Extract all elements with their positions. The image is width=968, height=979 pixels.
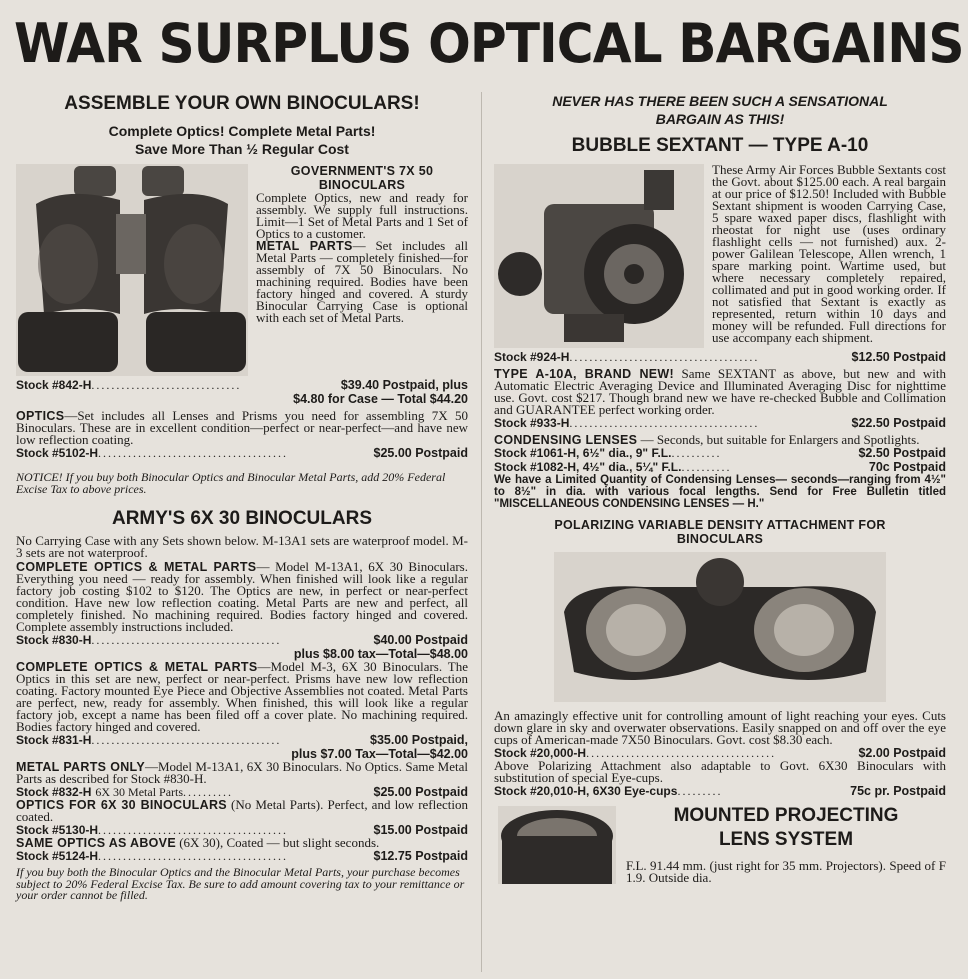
optics-6x30-heading: OPTICS FOR 6X 30 BINOCULARS — [16, 798, 227, 812]
stock-5124-row: Stock #5124-H ...................................... $12.75 Postpaid — [16, 849, 468, 863]
stock-830-total: plus $8.00 tax—Total—$48.00 — [293, 647, 468, 661]
stock-924-price: $12.50 Postpaid — [851, 350, 946, 364]
stock-842-row: Stock #842-H .............................. $39.40 Postpaid, plus — [16, 378, 468, 392]
army-title: ARMY'S 6X 30 BINOCULARS — [111, 508, 372, 529]
metal-parts-heading: METAL PARTS — [256, 239, 353, 253]
stock-5102-label: Stock #5102-H — [16, 446, 99, 460]
stock-933-row: Stock #933-H ...................................... $22.50 Postpaid — [494, 416, 946, 430]
stock-1061-row: Stock #1061-H, 6½" dia., 9" F.L. .......... $2.50 Postpaid — [494, 446, 946, 460]
stock-831-row: Stock #831-H ...................................... $35.00 Postpaid, — [16, 733, 468, 747]
stock-832-price: $25.00 Postpaid — [373, 785, 468, 799]
stock-5130-price: $15.00 Postpaid — [373, 823, 468, 837]
sextant-image — [494, 164, 704, 348]
column-divider — [481, 92, 482, 972]
a10a-heading: TYPE A-10A, BRAND NEW! — [494, 367, 674, 381]
polarizing-attachment-image — [554, 552, 886, 702]
metal-only-heading: METAL PARTS ONLY — [16, 760, 145, 774]
optics-body: —Set includes all Lenses and Prisms you need for assembling 7X 50 Binoculars. These are in excellent condition—perfect or near-perfect—and have new low reflection coating. — [16, 408, 468, 447]
metal-parts-body: — Set includes all Metal Parts — completely finished—for assembly of 7X 50 Binoculars. No machining required. Bodies have been factory hinged and covered. A sturdy Binocular Carrying Case is optional with each set of Metal Parts. — [256, 238, 468, 325]
stock-1082-price: 70c Postpaid — [868, 460, 946, 474]
stock-20000-row: Stock #20,000-H ...................................... $2.00 Postpaid — [494, 746, 946, 760]
stock-830-row: Stock #830-H ...................................... $40.00 Postpaid — [16, 633, 468, 647]
stock-924-label: Stock #924-H — [494, 350, 570, 364]
stock-5102-price: $25.00 Postpaid — [373, 446, 468, 460]
assemble-subtitle-1: Complete Optics! Complete Metal Parts! — [108, 123, 376, 139]
kicker-2: BARGAIN AS THIS! — [655, 111, 785, 127]
complete-m13-body: — Model M-13A1, 6X 30 Binoculars. Everything you need — ready for assembly. When finished will look like a regular factory job costing $102 to $120. The Optics are new, in perfect or near-perfect condition. Have new low reflection coating. Metal Parts are new and perfect, all completely finished. No machining required. Bodies factory hinged and covered. Complete assembly instructions included. — [16, 559, 468, 634]
stock-5124-price: $12.75 Postpaid — [373, 849, 468, 863]
gov-body: Complete Optics, new and ready for assembly. We supply full instructions. Limit—1 Set of Metal Parts and 1 Set of Optics to a customer. — [256, 190, 468, 241]
polar-title-2: BINOCULARS — [676, 532, 764, 546]
stock-20010-label: Stock #20,010-H, 6X30 Eye-cups — [494, 784, 678, 798]
mounted-title-2: LENS SYSTEM — [718, 829, 854, 850]
stock-5102-row: Stock #5102-H ...................................... $25.00 Postpaid — [16, 446, 468, 460]
condensing-body: — Seconds, but suitable for Enlargers and Spotlights. — [640, 432, 920, 447]
stock-1061-label: Stock #1061-H, 6½" dia., 9" F.L. — [494, 446, 672, 460]
stock-1061-price: $2.50 Postpaid — [858, 446, 946, 460]
stock-831-price: $35.00 Postpaid, — [370, 733, 468, 747]
stock-832-label: Stock #832-H — [16, 785, 92, 799]
stock-830-price: $40.00 Postpaid — [373, 633, 468, 647]
complete-m3-body: —Model M-3, 6X 30 Binoculars. The Optics in this set are new, perfect or near-perfect. Prisms have new low reflection coating. Factory mounted Eye Piece and Objective Assemblies not coated. Metal Parts are perfect, new, ready for assembly. When finished, this will look like a regular factory job, except a name has been filed off a cover plate. No machining required. Bodies factory hinged and covered. — [16, 659, 468, 734]
stock-933-price: $22.50 Postpaid — [851, 416, 946, 430]
stock-924-row: Stock #924-H ...................................... $12.50 Postpaid — [494, 350, 946, 364]
stock-20000-price: $2.00 Postpaid — [858, 746, 946, 760]
complete-m13-heading: COMPLETE OPTICS & METAL PARTS — [16, 560, 257, 574]
projecting-lens-image — [498, 806, 616, 884]
stock-20010-row: Stock #20,010-H, 6X30 Eye-cups ......... 75c pr. Postpaid — [494, 784, 946, 798]
stock-5124-label: Stock #5124-H — [16, 849, 99, 863]
binoculars-image — [16, 164, 248, 376]
same-optics-heading: SAME OPTICS AS ABOVE — [16, 836, 176, 850]
optics-heading: OPTICS — [16, 409, 65, 423]
stock-5130-row: Stock #5130-H ...................................... $15.00 Postpaid — [16, 823, 468, 837]
stock-832-row: Stock #832-H 6X 30 Metal Parts .......... $25.00 Postpaid — [16, 785, 468, 799]
stock-20010-price: 75c pr. Postpaid — [850, 784, 946, 798]
a10a-body: Same SEXTANT as above, but new and with Automatic Electric Averaging Device and Illuminated Averaging Disc for nighttime use. Govt. cost $217. Though brand new we have re-checked Bubble and Collimation and GUARANTEE perfect working order. — [494, 366, 946, 417]
sextant-body: These Army Air Forces Bubble Sextants cost the Govt. about $125.00 each. A real bargain at our price of $12.50! Included with Bubble Sextant shipment is wooden Carrying Case, 5 spare waxed paper discs, flashlight with rheostat for night use (uses ordinary flashlight cells — not furnished) aux. 2-power Galilean Telescope, Allen wrench, 1 spare marking point. Wartime used, but where necessary completely repaired, collimated and put in good working order. If not satisfied that Sextant is exactly as represented, return within 10 days and money will be refunded. Full directions for use accompany each shipment. — [712, 162, 946, 345]
stock-933-label: Stock #933-H — [494, 416, 570, 430]
stock-1082-label: Stock #1082-H, 4½" dia., 5¼" F.L. — [494, 460, 682, 474]
sextant-title: BUBBLE SEXTANT — TYPE A-10 — [571, 135, 869, 156]
gov-title-2: BINOCULARS — [318, 178, 406, 192]
assemble-title: ASSEMBLE YOUR OWN BINOCULARS! — [64, 93, 420, 114]
same-optics-body: (6X 30), Coated — but slight seconds. — [179, 835, 380, 850]
final-note: If you buy both the Binocular Optics and the Binocular Metal Parts, your purchase becomes subject to 20% Federal Excise Tax. Be sure to add amount covering tax to your remittance or your order cannot be filled. — [16, 865, 465, 902]
stock-831-total: plus $7.00 Tax—Total—$42.00 — [291, 747, 468, 761]
metal-only-body: —Model M-13A1, 6X 30 Binoculars. No Optics. Same Metal Parts as described for Stock #830-H. — [16, 759, 468, 786]
stock-832-desc: 6X 30 Metal Parts — [95, 785, 184, 799]
left-column — [16, 92, 468, 914]
mounted-body: F.L. 91.44 mm. (just right for 35 mm. Projectors). Speed of F 1.9. Outside dia. — [626, 858, 946, 885]
mounted-lens-block — [494, 804, 946, 884]
notice-text: NOTICE! If you buy both Binocular Optics and Binocular Metal Parts, add 20% Federal Excise Tax to above prices. — [16, 470, 446, 496]
gov-description — [256, 164, 468, 324]
mounted-title-1: MOUNTED PROJECTING — [673, 805, 899, 826]
stock-831-label: Stock #831-H — [16, 733, 92, 747]
stock-842-price-row-2 — [16, 392, 468, 406]
stock-842-label: Stock #842-H — [16, 378, 92, 392]
gov-title-1: GOVERNMENT'S 7X 50 — [290, 164, 434, 178]
polar-title-1: POLARIZING VARIABLE DENSITY ATTACHMENT FOR — [554, 518, 886, 532]
mounted-lens-text — [626, 804, 946, 884]
stock-5130-label: Stock #5130-H — [16, 823, 99, 837]
complete-m3-heading: COMPLETE OPTICS & METAL PARTS — [16, 660, 258, 674]
stock-1082-row: Stock #1082-H, 4½" dia., 5¼" F.L. .......... 70c Postpaid — [494, 460, 946, 474]
right-column — [494, 92, 946, 884]
gov-binoculars-block — [16, 164, 468, 378]
kicker-1: NEVER HAS THERE BEEN SUCH A SENSATIONAL — [552, 93, 888, 109]
headline: WAR SURPLUS OPTICAL BARGAINS — [14, 12, 964, 75]
army-intro: No Carrying Case with any Sets shown below. M-13A1 sets are waterproof model. M-3 sets are not waterproof. — [16, 533, 468, 560]
stock-842-price: $39.40 Postpaid, plus — [340, 378, 468, 392]
condensing-heading: CONDENSING LENSES — [494, 433, 638, 447]
sextant-block — [494, 164, 946, 344]
assemble-subtitle-2: Save More Than ½ Regular Cost — [135, 141, 349, 157]
polar-body: An amazingly effective unit for controlling amount of light reaching your eyes. Cuts down glare in sky and overwater observations. Easily snapped on and off over the eye cups of American-made 7X50 Binoculars. Govt. cost $8.30 each. — [494, 708, 946, 747]
stock-842-price-total: $4.80 for Case — Total $44.20 — [293, 392, 468, 406]
stock-20000-label: Stock #20,000-H — [494, 746, 587, 760]
polar-body-2: Above Polarizing Attachment also adaptable to Govt. 6X30 Binoculars with substitution of special Eye-cups. — [494, 758, 946, 785]
optics-6x30-body: (No Metal Parts). Perfect, and low reflection coated. — [16, 797, 468, 824]
limited-quantity-text: We have a Limited Quantity of Condensing Lenses— seconds—ranging from 4½" to 8½" in dia. with various focal lengths. Send for Free Bulletin titled "MISCELLANEOUS CONDENSING LENSES — H." — [494, 474, 946, 510]
stock-830-label: Stock #830-H — [16, 633, 92, 647]
